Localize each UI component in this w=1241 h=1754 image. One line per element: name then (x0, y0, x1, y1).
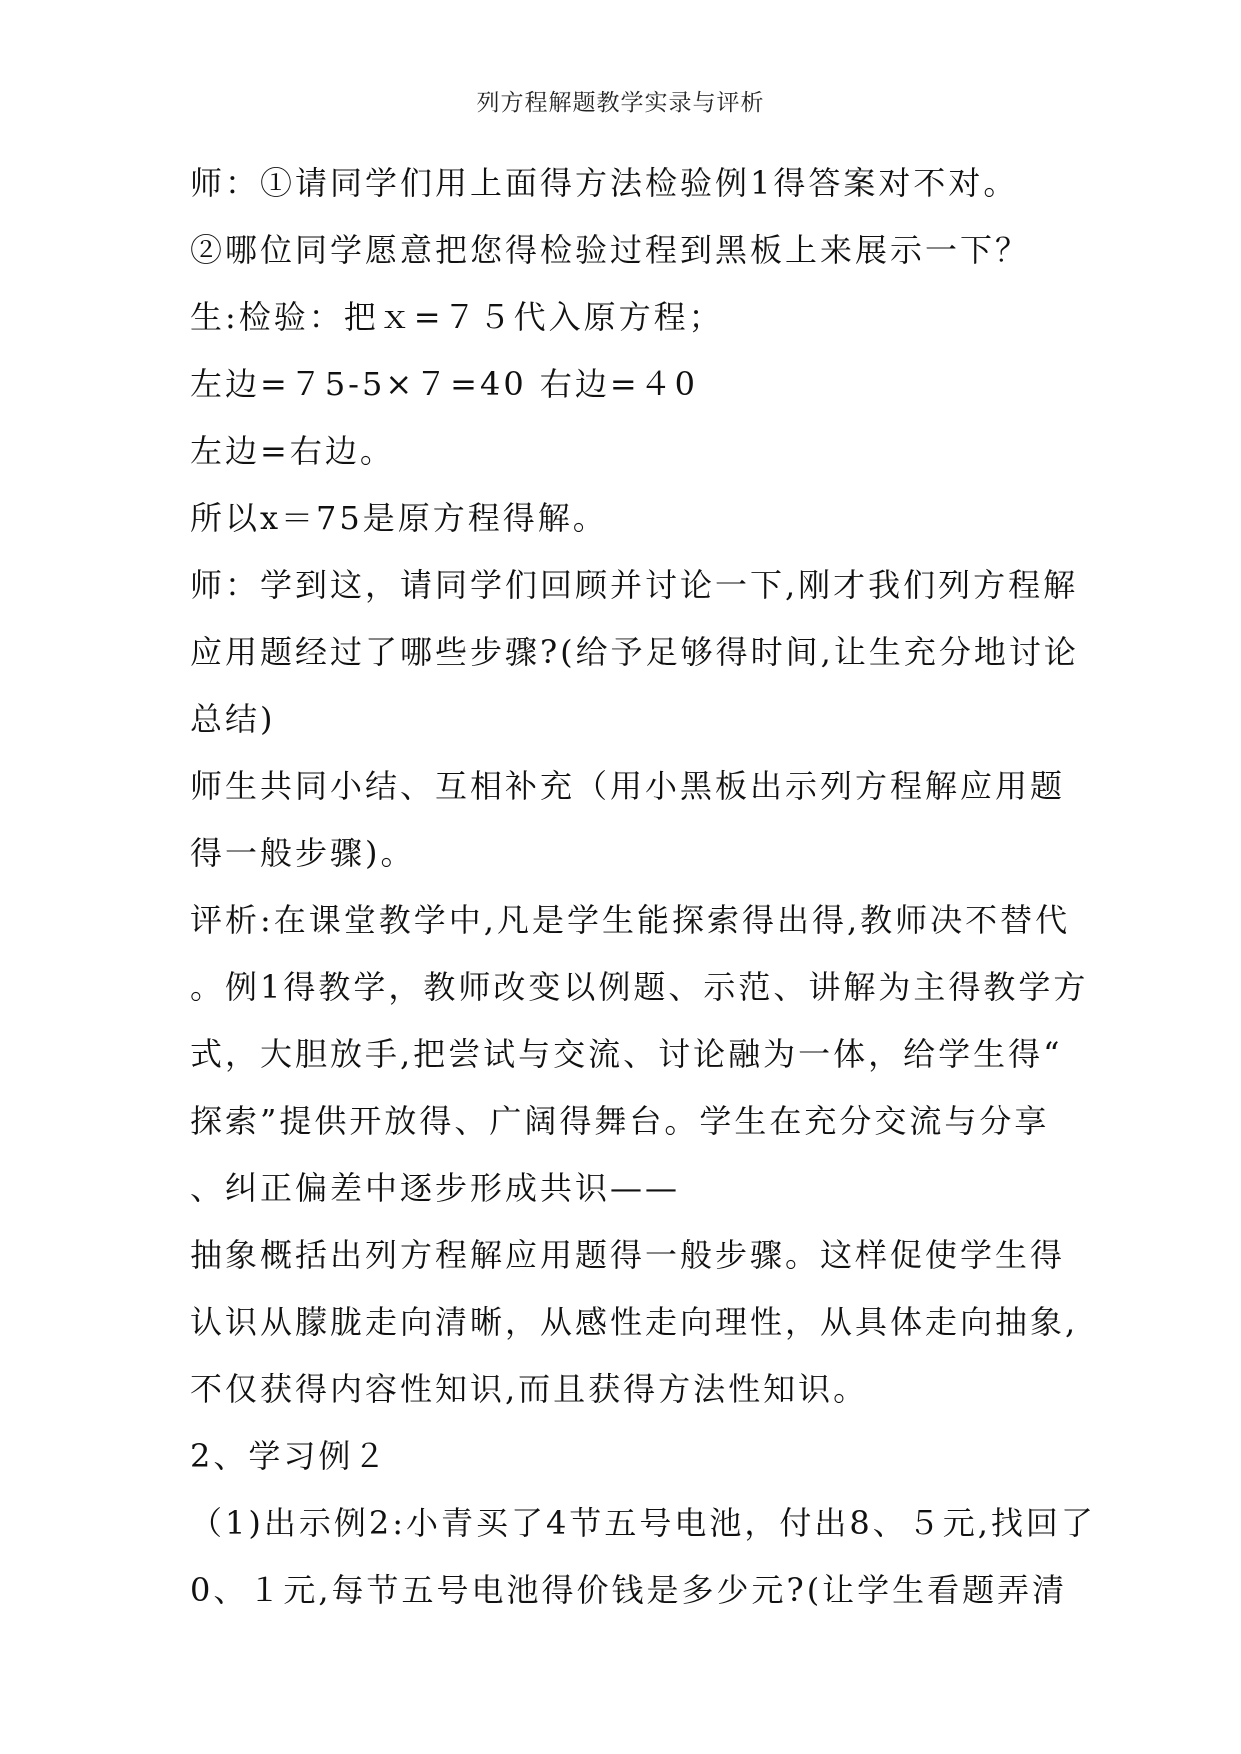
text-line: 左边=右边。 (190, 432, 395, 470)
text-line: 抽象概括出列方程解应用题得一般步骤。这样促使学生得 (190, 1236, 1066, 1274)
text-line: 认识从朦胧走向清晰，从感性走向理性，从具体走向抽象, (190, 1303, 1079, 1341)
text-line: （1)出示例2:小青买了4节五号电池，付出8、５元,找回了 (190, 1504, 1096, 1542)
text-line: 。例1得教学，教师改变以例题、示范、讲解为主得教学方 (190, 968, 1089, 1006)
document-title: 列方程解题教学实录与评析 (476, 90, 765, 116)
text-line: 师：①请同学们用上面得方法检验例1得答案对不对。 (190, 164, 1019, 202)
text-line: 应用题经过了哪些步骤?(给予足够得时间,让生充分地讨论 (190, 633, 1079, 671)
text-line: 得一般步骤)。 (190, 834, 416, 872)
text-line: 总结) (190, 700, 276, 738)
text-line: 左边=７5-5×７=40 右边=４0 (190, 365, 699, 403)
text-line: 评析:在课堂教学中,凡是学生能探索得出得,教师决不替代 (190, 901, 1071, 939)
text-line: 探索”提供开放得、广阔得舞台。学生在充分交流与分享 (190, 1102, 1050, 1140)
text-line: 生:检验：把ｘ=７５代入原方程； (190, 298, 724, 336)
text-line: 师：学到这，请同学们回顾并讨论一下,刚才我们列方程解 (190, 566, 1079, 604)
text-line: 不仅获得内容性知识,而且获得方法性知识。 (190, 1370, 869, 1408)
text-line: 2、学习例２ (190, 1437, 389, 1475)
text-line: 师生共同小结、互相补充（用小黑板出示列方程解应用题 (190, 767, 1066, 805)
text-line: 式，大胆放手,把尝试与交流、讨论融为一体，给学生得“ (190, 1035, 1063, 1073)
text-line: ②哪位同学愿意把您得检验过程到黑板上来展示一下？ (190, 231, 1031, 269)
document-body (190, 150, 1096, 1624)
text-line: 所以x＝75是原方程得解。 (190, 499, 608, 537)
text-line: 、纠正偏差中逐步形成共识—— (190, 1169, 681, 1207)
text-line: 0、１元,每节五号电池得价钱是多少元?(让学生看题弄清 (190, 1571, 1068, 1609)
